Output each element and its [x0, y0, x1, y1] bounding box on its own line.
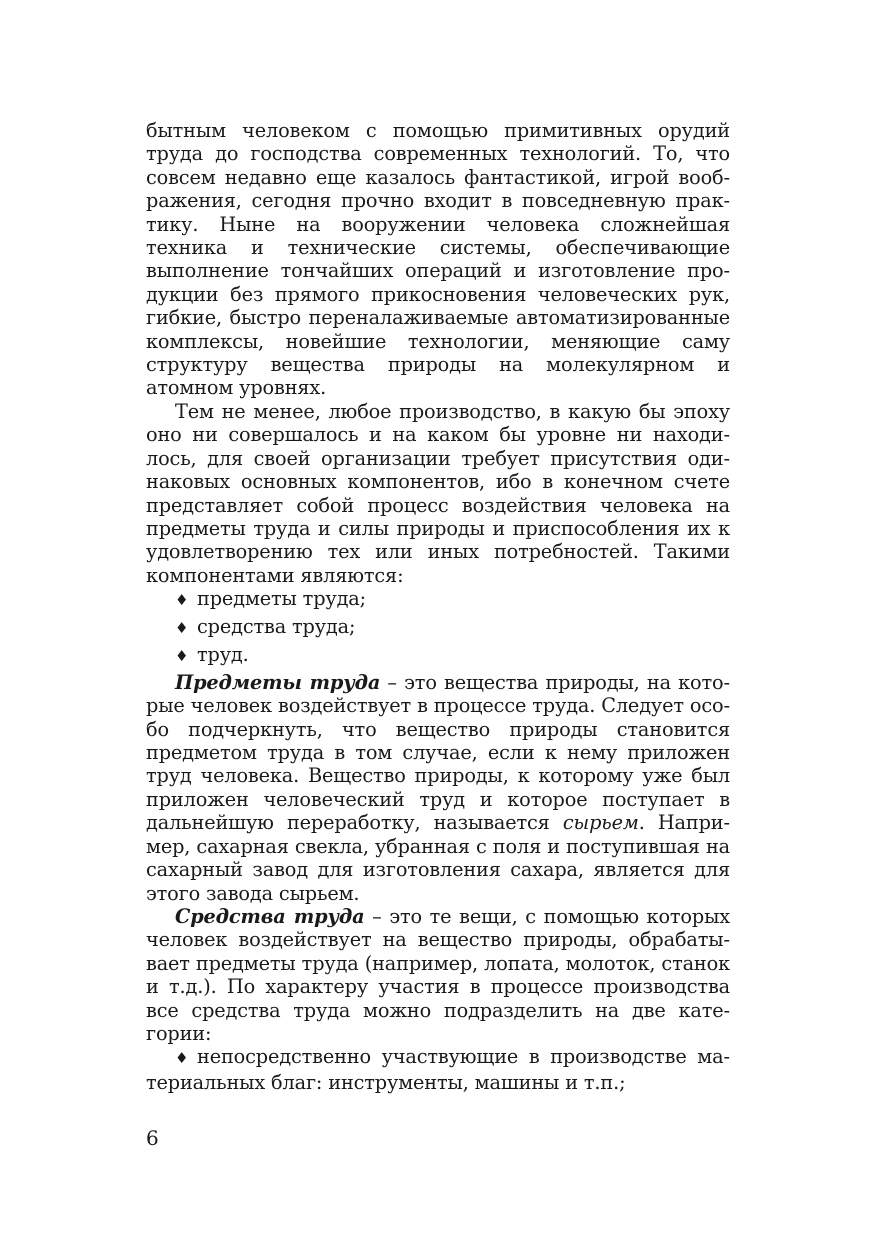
- components-list: [146, 587, 730, 668]
- paragraph-continuation: бытным человеком с помощью примитивных орудий труда до господства современных технологий. То, что совсем недавно еще казалось фантастикой, игрой воображения, сегодня прочно входит в повседневную практику. Ныне на вооружении человека сложнейшая техника и технические системы, обеспечивающие выполнение тончайших операций и изготовление продукции без прямого прикосновения человеческих рук, гибкие, быстро переналаживаемые автоматизированные комплексы, новейшие технологии, меняющие саму структуру вещества природы на молекулярном и атомном уровнях.: [146, 119, 730, 400]
- term-raw-material: сырьем: [562, 811, 639, 835]
- list-item: [146, 615, 730, 640]
- list-item-text: предметы труда;: [197, 587, 366, 611]
- bullet-diamond-icon: ♦: [175, 1049, 189, 1068]
- paragraph-text: – это те вещи, с помощью которых человек воздействует на вещество природы, обрабатывает предметы труда (например, лопата, молоток, станок и т.д.). По характеру участия в процессе производства все средства труда можно подразделить на две категории:: [146, 904, 730, 1045]
- categories-list: [146, 1045, 730, 1094]
- paragraph-production-components: Тем не менее, любое производство, в какую бы эпоху оно ни совершалось и на каком бы уровне ни находилось, для своей организации требует присутствия одинаковых основных компонентов, ибо в конечном счете представляет собой процесс воздействия человека на предметы труда и силы природы и приспособления их к удовлетворению тех или иных потребностей. Такими компонентами являются:: [146, 399, 730, 587]
- list-item: [146, 1045, 730, 1094]
- list-item-text: непосредственно участвующие в производстве материальных благ: инструменты, машины и т.п.;: [146, 1045, 730, 1094]
- list-item: [146, 587, 730, 612]
- paragraph-means-of-labor: [146, 905, 730, 1045]
- list-item: [146, 643, 730, 668]
- bullet-diamond-icon: ♦: [175, 619, 189, 638]
- page-number: 6: [146, 1126, 159, 1150]
- paragraph-text: – это вещества природы, на которые человек воздействует в процессе труда. Следует особо подчеркнуть, что вещество природы становится предметом труда в том случае, если к нему приложен труд человека. Вещество природы, к которому уже был приложен человеческий труд и которое поступает в дальнейшую переработку, называется: [146, 670, 730, 835]
- list-item-text: средства труда;: [197, 615, 356, 639]
- paragraph-text: . Например, сахарная свекла, убранная с поля и поступившая на сахарный завод для изготовления сахара, является для этого завода сырьем.: [146, 811, 730, 905]
- list-item-text: труд.: [197, 642, 249, 666]
- bullet-diamond-icon: ♦: [175, 591, 189, 610]
- bullet-diamond-icon: ♦: [175, 646, 189, 665]
- paragraph-objects-of-labor: [146, 671, 730, 905]
- term-objects-of-labor: Предметы труда: [175, 670, 381, 694]
- page-body: [146, 119, 730, 1097]
- term-means-of-labor: Средства труда: [175, 904, 365, 928]
